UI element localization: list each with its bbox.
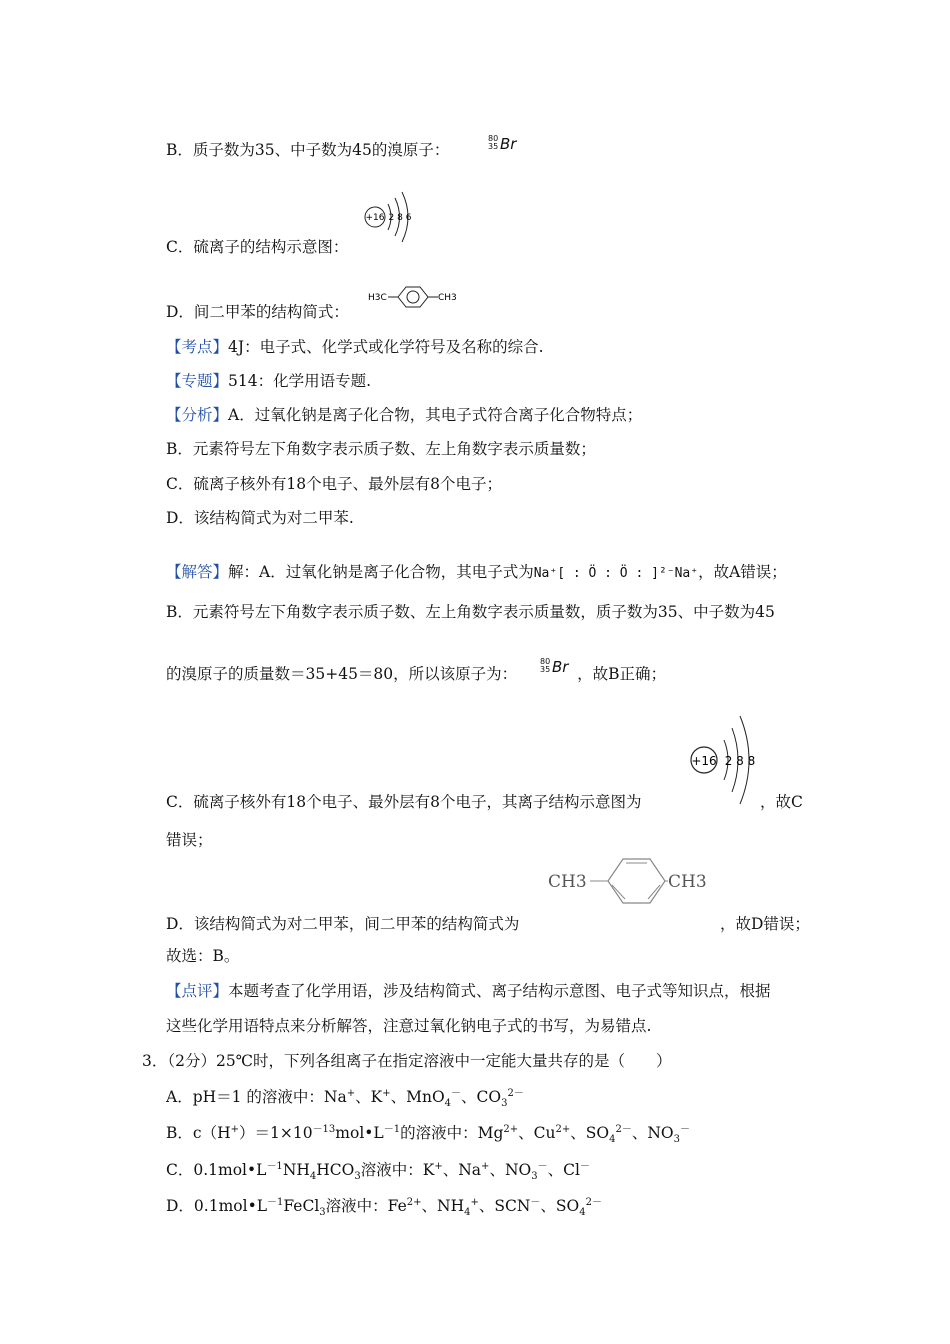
fenxi-c: C．硫离子核外有18个电子、最外层有8个电子； (166, 475, 502, 493)
p-xylene-structure (546, 855, 716, 935)
ch3-left: CH3 (548, 872, 587, 892)
q3-option-c: C．$0.1mol•L^{-1}NH_4HCO_3$溶液中：K+、Na+、$NO_3^-$、Cl－ (166, 1160, 590, 1183)
sulfur-ion-diagram (688, 710, 768, 810)
jieda-c1: C．硫离子核外有18个电子、最外层有8个电子，其离子结构示意图为 (166, 793, 642, 811)
jieda-c2: 错误； (166, 831, 213, 849)
jieda-b1: B．元素符号左下角数字表示质子数、左上角数字表示质量数，质子数为35、中子数为45 (166, 603, 775, 621)
fenxi: 【分析】A．过氧化钠是离子化合物，其电子式符合离子化合物特点； (166, 406, 643, 424)
nucleus-charge: +16 (365, 213, 385, 223)
sulfur-atom-diagram (362, 190, 422, 245)
xylene-structure (368, 282, 463, 312)
fenxi-b: B．元素符号左下角数字表示质子数、左上角数字表示质量数； (166, 440, 596, 458)
q3-option-d: D．$0.1mol•L^{-1}FeCl_3$溶液中：$Fe^{2+}$、$NH_4^+$、SCN－、$SO_4^{2-}$ (166, 1196, 602, 1219)
kaodian: 【考点】4J：电子式、化学式或化学符号及名称的综合. (166, 338, 544, 356)
ch3-right: CH3 (668, 872, 707, 892)
methyl-right: CH3 (438, 293, 457, 303)
fenxi-d: D．该结构简式为对二甲苯. (166, 509, 354, 527)
q3-option-b: B．$c(H^+)=1\times 10^{-13}mol•L^{-1}$的溶液中：$Mg^{2+}$、$Cu^{2+}$、$SO_4^{2-}$、$NO_3^-$ (166, 1123, 690, 1146)
jieda-b2: 的溴原子的质量数＝35+45＝80，所以该原子为： ，故B正确； (166, 665, 667, 683)
ion-nucleus-charge: +16 (691, 754, 717, 768)
option-c: C．硫离子的结构示意图： (166, 238, 349, 256)
ion-shell-electrons: 2 8 8 (724, 754, 756, 768)
option-d: D．间二甲苯的结构简式： (166, 303, 349, 321)
shell-electrons: 2 8 6 (388, 213, 412, 223)
jieda-c1-post: ，故C (760, 793, 803, 811)
dianping-2: 这些化学用语特点来分析解答，注意过氧化钠电子式的书写，为易错点. (166, 1017, 652, 1035)
zhuanti: 【专题】514：化学用语专题. (166, 372, 372, 390)
jieda-d-post: ，故D错误； (720, 915, 810, 933)
option-b: B．质子数为35、中子数为45的溴原子： (166, 141, 450, 159)
peroxide-electron-formula: Na⁺[ : Ö : Ö : ]²⁻Na⁺ (533, 566, 699, 581)
q3-option-a: A．pH＝1 的溶液中：Na+、K+、MnO$_4$－、$CO_3^{2-}$ (166, 1087, 524, 1110)
dianping: 【点评】本题考查了化学用语，涉及结构简式、离子结构示意图、电子式等知识点，根据 (166, 982, 771, 1000)
answer-choice: 故选：B。 (166, 947, 240, 965)
jieda-a: 【解答】解：A．过氧化钠是离子化合物，其电子式为Na⁺[ : Ö : Ö : ]²⁻Na⁺，故A错误； (166, 563, 787, 581)
q3-stem: 3．（2分）25℃时，下列各组离子在指定溶液中一定能大量共存的是（ ） (142, 1052, 672, 1070)
methyl-left: H3C (368, 293, 387, 303)
jieda-d: D．该结构简式为对二甲苯，间二甲苯的结构简式为 (166, 915, 520, 933)
